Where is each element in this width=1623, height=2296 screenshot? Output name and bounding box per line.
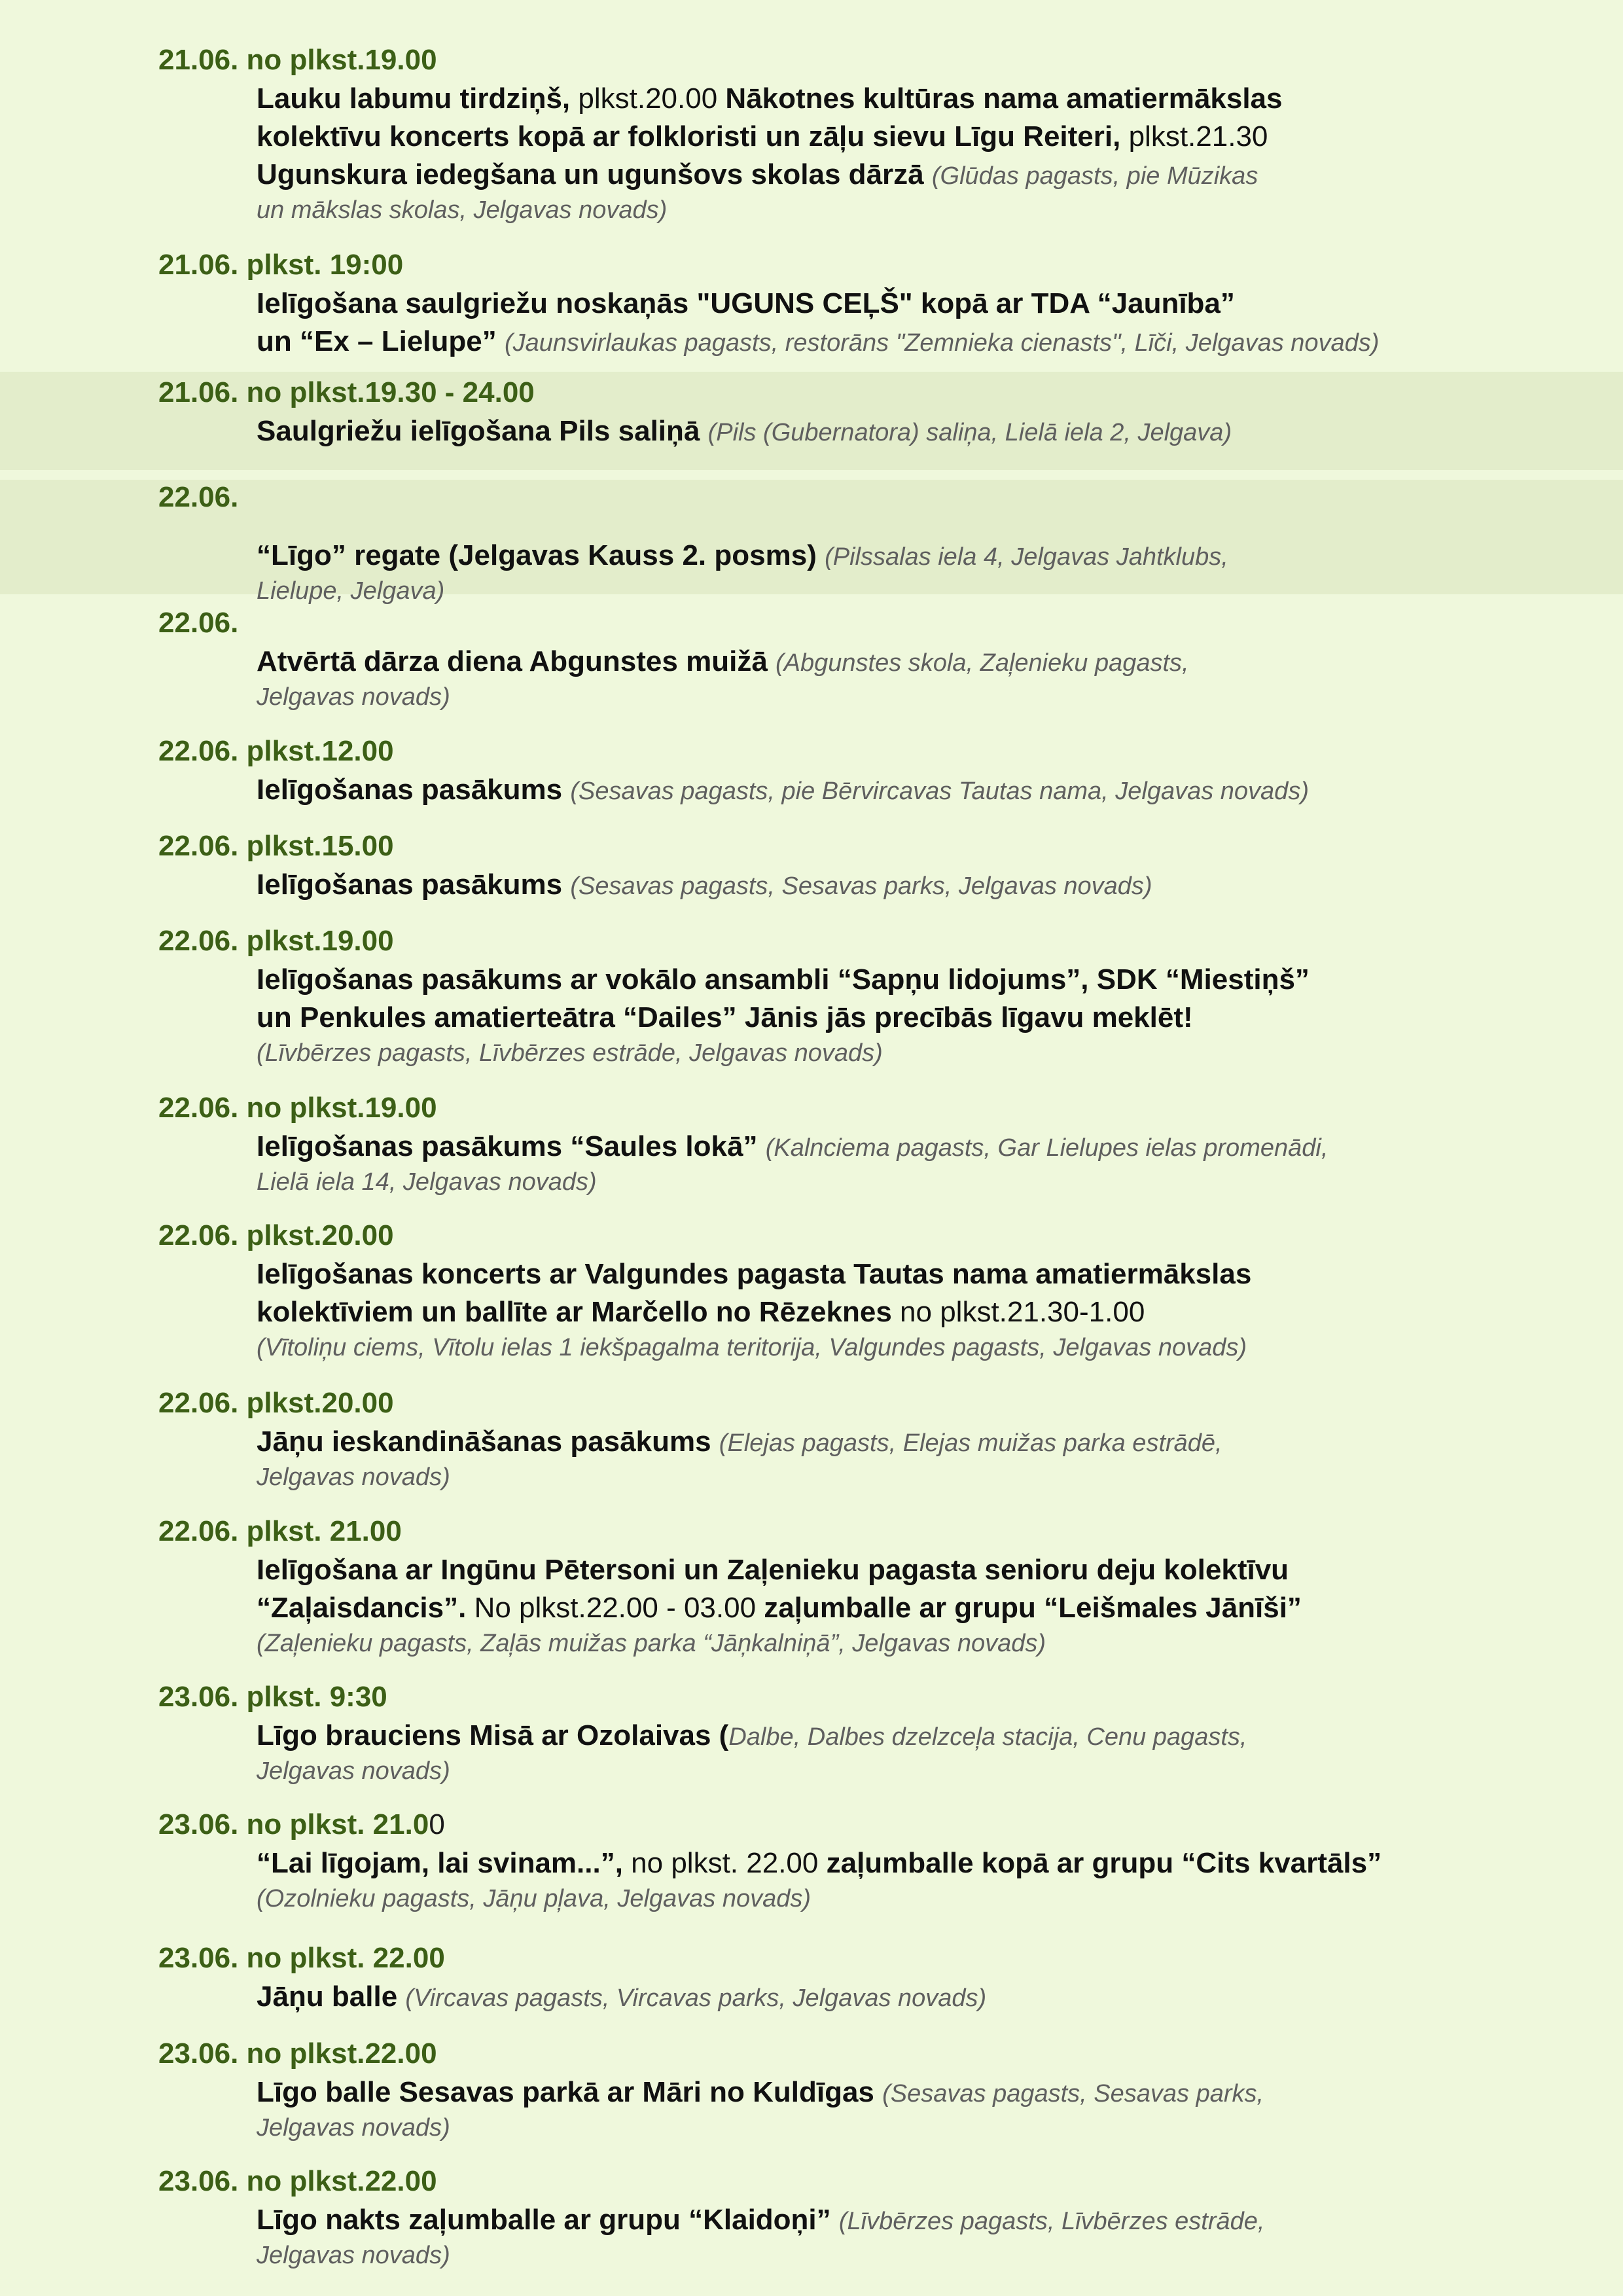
event-time-note: no plkst.21.30-1.00 — [900, 1296, 1145, 1328]
event-location: Jelgavas novads) — [257, 1463, 450, 1491]
event-date: 21.06. no plkst.19.00 — [158, 44, 437, 76]
event-description — [257, 1717, 1467, 1787]
event-title: Ielīgošanas pasākums “Saules lokā” — [257, 1130, 766, 1162]
event-description-line — [257, 1978, 1467, 2016]
event-description — [257, 80, 1467, 226]
event-location: (Zaļenieku pagasts, Zaļās muižas parka “Jāņkalniņā”, Jelgavas novads) — [257, 1630, 1046, 1657]
event-title: Ielīgošanas pasākums — [257, 869, 571, 901]
event-description-line — [257, 1423, 1467, 1461]
event-item — [0, 1384, 1623, 1501]
event-location: (Vircavas pagasts, Vircavas parks, Jelgavas novads) — [405, 1984, 987, 2012]
event-date: 21.06. no plkst.19.30 - 24.00 — [158, 376, 535, 408]
event-date: 22.06. — [158, 481, 239, 513]
event-description-line — [257, 643, 1467, 681]
event-title: Līgo brauciens Misā ar Ozolaivas ( — [257, 1719, 729, 1751]
event-title: Jāņu ieskandināšanas pasākums — [257, 1426, 719, 1458]
event-item — [0, 1088, 1623, 1206]
event-date: 22.06. plkst. 21.00 — [158, 1515, 402, 1547]
event-location: (Jaunsvirlaukas pagasts, restorāns "Zemnieka cienasts", Līči, Jelgavas novads) — [504, 329, 1380, 357]
event-date: 23.06. plkst. 9:30 — [158, 1681, 387, 1713]
event-description-line — [257, 1589, 1467, 1627]
event-item — [0, 41, 1623, 237]
event-title: un “Ex – Lielupe” — [257, 325, 505, 357]
event-title: Lauku labumu tirdziņš, — [257, 82, 579, 115]
event-description — [257, 285, 1467, 361]
event-item — [0, 922, 1623, 1075]
event-description-line — [257, 1293, 1467, 1331]
event-title: “Līgo” regate (Jelgavas Kauss 2. posms) — [257, 539, 825, 571]
event-title: “Zaļaisdancis”. — [257, 1592, 474, 1624]
event-description — [257, 866, 1467, 904]
event-title: kolektīvu koncerts kopā ar folkloristi un zāļu sievu Līgu Reiteri, — [257, 120, 1129, 152]
event-description — [257, 2073, 1467, 2144]
event-item — [0, 603, 1623, 721]
event-item — [0, 1805, 1623, 1923]
event-description — [257, 771, 1467, 809]
event-description-line — [257, 1551, 1467, 1589]
event-description-line — [257, 118, 1467, 156]
event-location: (Kalnciema pagasts, Gar Lielupes ielas promenādi, — [765, 1134, 1329, 1162]
event-date: 22.06. — [158, 607, 239, 639]
event-time-note: plkst.21.30 — [1128, 120, 1268, 152]
event-item — [0, 2034, 1623, 2152]
event-title: Ielīgošanas koncerts ar Valgundes pagasta Tautas nama amatiermākslas — [257, 1258, 1252, 1290]
event-date: 23.06. no plkst. 21.00 — [158, 1808, 445, 1840]
event-description-line — [257, 866, 1467, 904]
event-location: Jelgavas novads) — [257, 2114, 450, 2142]
event-description — [257, 1978, 1467, 2016]
event-date: 22.06. no plkst.19.00 — [158, 1092, 437, 1124]
event-location: (Līvbērzes pagasts, Līvbērzes estrāde, — [838, 2208, 1265, 2235]
event-description — [257, 1128, 1467, 1198]
event-title: Jāņu balle — [257, 1981, 406, 2013]
event-title: Līgo balle Sesavas parkā ar Māri no Kuldīgas — [257, 2076, 883, 2108]
event-title: zaļumballe ar grupu “Leišmales Jānīši” — [764, 1592, 1302, 1624]
event-item — [0, 1216, 1623, 1370]
event-location: (Vītoliņu ciems, Vītolu ielas 1 iekšpagalma teritorija, Valgundes pagasts, Jelgavas novads) — [257, 1334, 1247, 1361]
event-title: un Penkules amatierteātra “Dailes” Jānis jās precībās līgavu meklēt! — [257, 1001, 1193, 1033]
event-location: (Sesavas pagasts, Sesavas parks, — [882, 2080, 1264, 2108]
event-title: Ielīgošana ar Ingūnu Pētersoni un Zaļenieku pagasta senioru deju kolektīvu — [257, 1554, 1289, 1586]
event-title: zaļumballe kopā ar grupu “Cits kvartāls” — [826, 1847, 1382, 1879]
event-title: Saulgriežu ielīgošana Pils saliņā — [257, 415, 708, 447]
event-date: 23.06. no plkst. 22.00 — [158, 1942, 445, 1974]
event-date: 23.06. no plkst.22.00 — [158, 2165, 437, 2197]
event-time-note: no plkst. 22.00 — [631, 1847, 827, 1879]
event-description — [257, 1844, 1467, 1915]
event-location: (Pilssalas iela 4, Jelgavas Jahtklubs, — [825, 543, 1228, 571]
event-description-line — [257, 285, 1467, 323]
event-location: (Pils (Gubernatora) saliņa, Lielā iela 2, Jelgava) — [707, 419, 1232, 446]
event-description-line — [257, 537, 1467, 575]
event-title: Ielīgošana saulgriežu noskaņās "UGUNS CEĻŠ" kopā ar TDA “Jaunība” — [257, 287, 1235, 319]
event-item — [0, 732, 1623, 817]
event-title: Atvērtā dārza diena Abgunstes muižā — [257, 645, 776, 677]
event-location: (Sesavas pagasts, pie Bērvircavas Tautas nama, Jelgavas novads) — [570, 778, 1309, 805]
event-date: 22.06. plkst.15.00 — [158, 830, 394, 862]
event-description-line — [257, 156, 1467, 194]
event-item — [0, 245, 1623, 363]
event-description-line — [257, 1255, 1467, 1293]
event-description — [257, 412, 1467, 450]
event-description-line — [257, 999, 1467, 1037]
event-location: Dalbe, Dalbes dzelzceļa stacija, Cenu pagasts, — [728, 1723, 1247, 1751]
event-description — [257, 537, 1467, 607]
event-location: Lielā iela 14, Jelgavas novads) — [257, 1168, 597, 1196]
event-date: 23.06. no plkst.22.00 — [158, 2037, 437, 2070]
event-description-line — [257, 1717, 1467, 1755]
event-description-line — [257, 80, 1467, 118]
event-description-line — [257, 1844, 1467, 1882]
event-title: Ugunskura iedegšana un ugunšovs skolas dārzā — [257, 158, 932, 190]
event-location: Jelgavas novads) — [257, 1757, 450, 1785]
event-title: kolektīviem un ballīte ar Marčello no Rēzeknes — [257, 1296, 901, 1328]
event-date: 22.06. plkst.12.00 — [158, 735, 394, 767]
event-description-line — [257, 412, 1467, 450]
event-description — [257, 1255, 1467, 1364]
event-item — [0, 1939, 1623, 2024]
event-title: Ielīgošanas pasākums ar vokālo ansambli “Sapņu lidojums”, SDK “Miestiņš” — [257, 963, 1310, 996]
event-date: 22.06. plkst.19.00 — [158, 925, 394, 957]
event-description-line — [257, 2201, 1467, 2239]
event-location: un mākslas skolas, Jelgavas novads) — [257, 196, 668, 224]
event-item — [0, 1677, 1623, 1795]
event-description-line — [257, 2073, 1467, 2111]
event-title: Nākotnes kultūras nama amatiermākslas — [725, 82, 1283, 115]
event-date: 21.06. plkst. 19:00 — [158, 249, 404, 281]
event-description — [257, 1423, 1467, 1494]
event-description-line — [257, 961, 1467, 999]
event-item — [0, 480, 1623, 605]
event-location: Jelgavas novads) — [257, 2242, 450, 2269]
event-time-note: No plkst.22.00 - 03.00 — [474, 1592, 764, 1624]
event-item — [0, 1512, 1623, 1666]
event-description-line — [257, 1128, 1467, 1166]
event-description-line — [257, 323, 1467, 361]
event-location: (Elejas pagasts, Elejas muižas parka estrādē, — [719, 1429, 1222, 1457]
event-item — [0, 2162, 1623, 2280]
event-location: Lielupe, Jelgava) — [257, 577, 445, 605]
event-description — [257, 643, 1467, 713]
event-location: (Sesavas pagasts, Sesavas parks, Jelgavas novads) — [570, 872, 1152, 900]
event-location: (Glūdas pagasts, pie Mūzikas — [931, 162, 1258, 190]
event-description — [257, 2201, 1467, 2272]
event-date: 22.06. plkst.20.00 — [158, 1387, 394, 1419]
event-description-line — [257, 771, 1467, 809]
event-location: (Abgunstes skola, Zaļenieku pagasts, — [776, 649, 1189, 677]
event-item — [0, 372, 1623, 470]
event-location: (Līvbērzes pagasts, Līvbērzes estrāde, Jelgavas novads) — [257, 1039, 883, 1067]
event-item — [0, 827, 1623, 912]
event-description — [257, 1551, 1467, 1660]
event-location: Jelgavas novads) — [257, 683, 450, 711]
event-title: Līgo nakts zaļumballe ar grupu “Klaidoņi” — [257, 2204, 839, 2236]
event-time-note: plkst.20.00 — [578, 82, 726, 115]
event-date: 22.06. plkst.20.00 — [158, 1219, 394, 1251]
event-description — [257, 961, 1467, 1069]
event-location: (Ozolnieku pagasts, Jāņu pļava, Jelgavas novads) — [257, 1885, 812, 1912]
event-title: “Lai līgojam, lai svinam...”, — [257, 1847, 632, 1879]
event-title: Ielīgošanas pasākums — [257, 774, 571, 806]
